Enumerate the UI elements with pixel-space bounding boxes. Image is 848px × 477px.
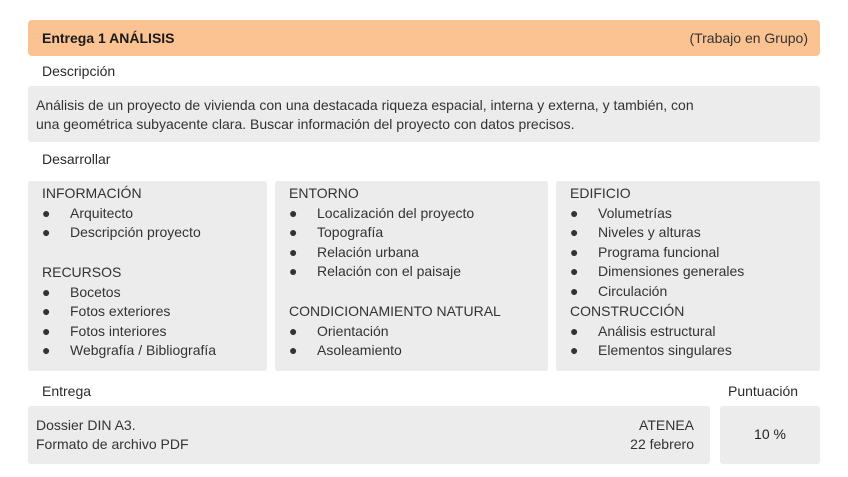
list-item: ● Webgrafía / Bibliografía: [42, 341, 216, 361]
list-item: ● Dimensiones generales: [570, 262, 744, 282]
delivery-platform: ATENEA: [639, 417, 694, 433]
list-item: ● Volumetrías: [570, 204, 744, 224]
list-item: ● Circulación: [570, 282, 744, 302]
list-item: ● Fotos interiores: [42, 322, 216, 342]
bullet-icon: ●: [42, 342, 51, 358]
bullet-icon: ●: [570, 263, 579, 279]
description-label: Descripción: [42, 63, 116, 79]
section-heading: EDIFICIO: [570, 185, 631, 201]
list-item: ● Topografía: [289, 223, 474, 243]
bullet-icon: ●: [570, 243, 579, 260]
list-item: ● Asoleamiento: [289, 341, 501, 361]
bullet-icon: ●: [289, 322, 298, 339]
section-heading: RECURSOS: [42, 264, 122, 280]
section-recursos: [42, 263, 216, 361]
list-item: ● Relación con el paisaje: [289, 262, 474, 282]
delivery-date: 22 febrero: [630, 436, 694, 452]
description-box: [28, 86, 820, 142]
list-item: ● Relación urbana: [289, 243, 474, 263]
develop-column-3: [556, 181, 820, 371]
description-text: [36, 96, 814, 134]
develop-label: Desarrollar: [42, 151, 111, 167]
delivery-format: Dossier DIN A3.: [36, 417, 136, 433]
bullet-icon: ●: [42, 283, 51, 300]
assignment-title: Entrega 1 ANÁLISIS: [42, 30, 175, 46]
develop-column-1: [28, 181, 267, 371]
section-heading: CONSTRUCCIÓN: [570, 303, 685, 319]
bullet-icon: ●: [570, 342, 579, 358]
bullet-icon: ●: [42, 224, 51, 240]
bullet-icon: ●: [42, 303, 51, 319]
assignment-mode: (Trabajo en Grupo): [689, 30, 808, 46]
bullet-icon: ●: [289, 224, 298, 240]
bullet-icon: ●: [42, 322, 51, 339]
bullet-icon: ●: [570, 224, 579, 240]
list-item: ● Arquitecto: [42, 204, 201, 224]
delivery-label: Entrega: [42, 383, 92, 399]
assignment-header: [28, 20, 820, 56]
list-item: ● Programa funcional: [570, 243, 744, 263]
bullet-icon: ●: [570, 282, 579, 299]
delivery-details: [36, 416, 189, 454]
section-heading: INFORMACIÓN: [42, 185, 142, 201]
description-line: una geométrica subyacente clara. Buscar información del proyecto con datos precisos.: [36, 116, 575, 132]
section-edificio: [570, 184, 744, 301]
bullet-icon: ●: [289, 243, 298, 260]
bullet-icon: ●: [289, 204, 298, 221]
delivery-meta: [630, 416, 694, 454]
list-item: ● Orientación: [289, 322, 501, 342]
delivery-box: [28, 406, 710, 464]
bullet-icon: ●: [570, 322, 579, 339]
score-value: 10 %: [754, 426, 786, 442]
list-item: ● Elementos singulares: [570, 341, 732, 361]
score-box: [720, 406, 820, 464]
section-informacion: [42, 184, 201, 243]
section-entorno: [289, 184, 474, 282]
section-heading: ENTORNO: [289, 185, 359, 201]
bullet-icon: ●: [289, 342, 298, 358]
delivery-file-type: Formato de archivo PDF: [36, 436, 189, 452]
section-condicionamiento: [289, 302, 501, 361]
bullet-icon: ●: [42, 204, 51, 221]
bullet-icon: ●: [289, 263, 298, 279]
score-label: Puntuación: [728, 383, 799, 399]
list-item: ● Análisis estructural: [570, 322, 732, 342]
list-item: ● Bocetos: [42, 283, 216, 303]
section-heading: CONDICIONAMIENTO NATURAL: [289, 303, 501, 319]
list-item: ● Descripción proyecto: [42, 223, 201, 243]
bullet-icon: ●: [570, 204, 579, 221]
list-item: ● Fotos exteriores: [42, 302, 216, 322]
develop-column-2: [275, 181, 548, 371]
section-construccion: [570, 302, 732, 361]
list-item: ● Localización del proyecto: [289, 204, 474, 224]
list-item: ● Niveles y alturas: [570, 223, 744, 243]
description-line: Análisis de un proyecto de vivienda con una destacada riqueza espacial, interna y externa, y también, con: [36, 97, 694, 113]
